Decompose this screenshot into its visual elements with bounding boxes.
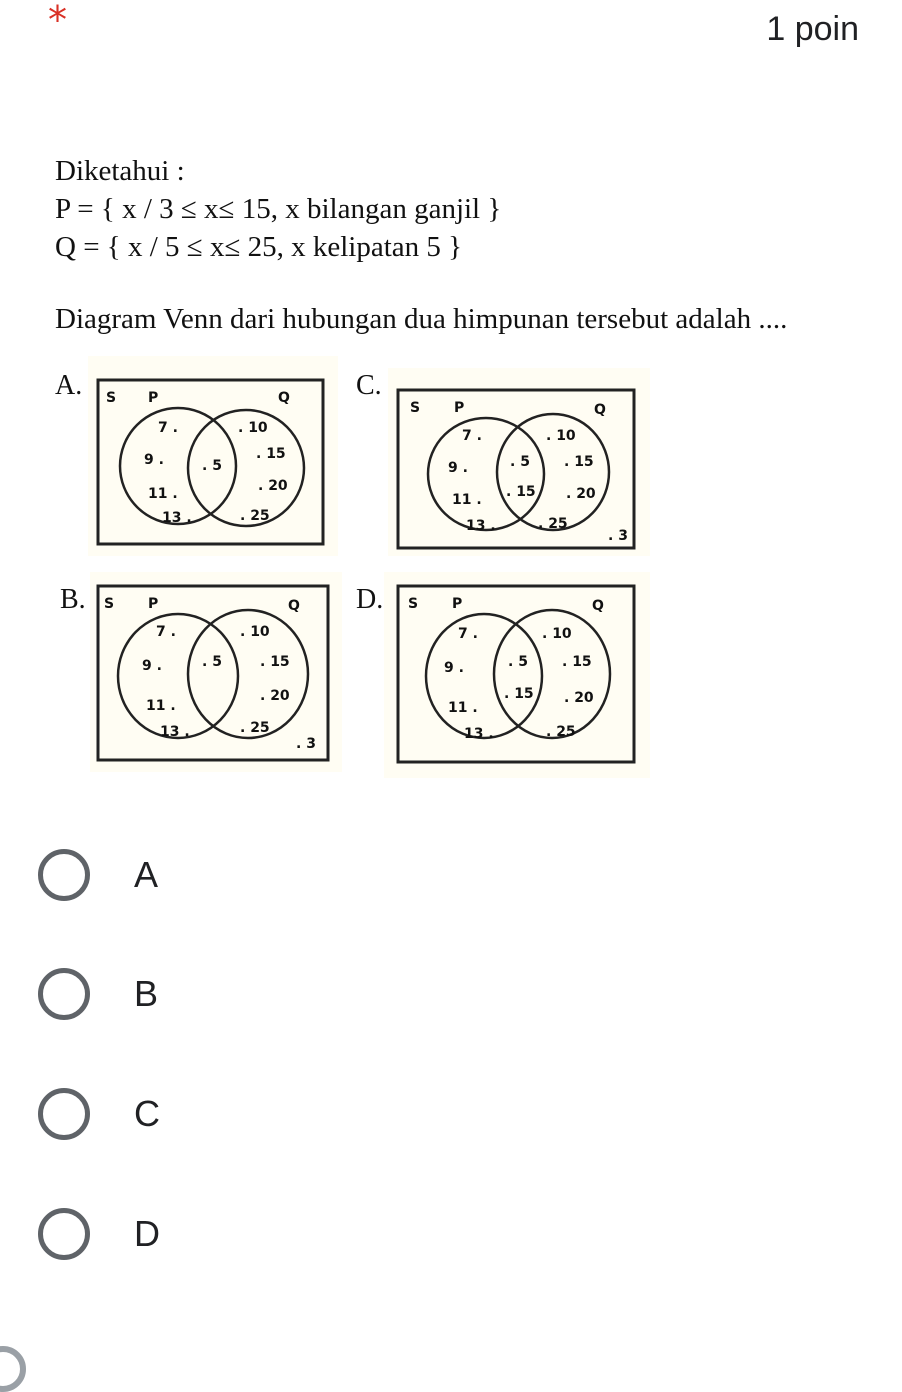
- set-p-label: P: [452, 596, 463, 612]
- q-element: . 20: [258, 478, 288, 494]
- q-element: . 25: [240, 508, 270, 524]
- diagram-d-label: D.: [356, 584, 384, 615]
- universe-label: S: [410, 400, 421, 416]
- p-element: 9 .: [142, 658, 162, 674]
- set-p-definition: P = { x / 3 ≤ x≤ 15, x bilangan ganjil }: [55, 193, 502, 225]
- set-p-label: P: [148, 390, 159, 406]
- p-element: 9 .: [144, 452, 164, 468]
- intersection-element: . 5: [508, 654, 528, 670]
- q-element: . 25: [240, 720, 270, 736]
- diagram-b-label: B.: [60, 584, 86, 615]
- option-b[interactable]: [38, 962, 438, 1026]
- venn-diagram-c: [388, 368, 650, 556]
- p-element: 13 .: [160, 724, 190, 740]
- p-element: 11 .: [452, 492, 482, 508]
- p-element: 13 .: [162, 510, 192, 526]
- option-d-radio[interactable]: [38, 1208, 90, 1260]
- q-element: . 25: [538, 516, 568, 532]
- venn-diagram-a: [88, 356, 338, 556]
- p-element: 7 .: [458, 626, 478, 642]
- universe-label: S: [104, 596, 115, 612]
- set-p-circle: [118, 614, 238, 738]
- option-d-label[interactable]: D: [134, 1213, 160, 1254]
- required-star: *: [48, 0, 67, 42]
- universe-label: S: [106, 390, 117, 406]
- q-element: . 10: [546, 428, 576, 444]
- option-a-label[interactable]: A: [134, 854, 159, 895]
- p-element: 9 .: [448, 460, 468, 476]
- q-element: . 25: [546, 724, 576, 740]
- option-a[interactable]: [38, 843, 438, 907]
- outside-element: . 3: [608, 528, 628, 544]
- question-text: [55, 152, 875, 338]
- option-b-radio[interactable]: [38, 968, 90, 1020]
- intersection-element: . 15: [504, 686, 534, 702]
- option-b-label[interactable]: B: [134, 973, 159, 1014]
- set-p-circle: [428, 418, 544, 530]
- p-element: 9 .: [444, 660, 464, 676]
- q-element: . 20: [564, 690, 594, 706]
- outside-element: . 3: [296, 736, 316, 752]
- q-element: . 15: [562, 654, 592, 670]
- venn-diagram-b: [90, 572, 342, 772]
- set-p-label: P: [454, 400, 465, 416]
- option-c-radio[interactable]: [38, 1088, 90, 1140]
- q-element: . 20: [566, 486, 596, 502]
- set-q-definition: Q = { x / 5 ≤ x≤ 25, x kelipatan 5 }: [55, 231, 463, 263]
- question-prompt: Diagram Venn dari hubungan dua himpunan tersebut adalah ....: [55, 303, 788, 335]
- p-element: 13 .: [466, 518, 496, 534]
- option-c[interactable]: [38, 1082, 438, 1146]
- q-element: . 10: [238, 420, 268, 436]
- intersection-element: . 5: [202, 654, 222, 670]
- question-intro: Diketahui :: [55, 155, 185, 187]
- set-q-label: Q: [592, 598, 604, 614]
- option-a-radio[interactable]: [38, 849, 90, 901]
- p-element: 11 .: [148, 486, 178, 502]
- q-element: . 20: [260, 688, 290, 704]
- set-p-label: P: [148, 596, 159, 612]
- p-element: 7 .: [462, 428, 482, 444]
- set-q-label: Q: [278, 390, 290, 406]
- diagram-a-label: A.: [55, 370, 83, 401]
- set-q-label: Q: [594, 402, 606, 418]
- set-q-label: Q: [288, 598, 300, 614]
- diagram-c-label: C.: [356, 370, 382, 401]
- q-element: . 15: [564, 454, 594, 470]
- universe-label: S: [408, 596, 419, 612]
- option-d[interactable]: [38, 1202, 438, 1266]
- p-element: 7 .: [156, 624, 176, 640]
- intersection-element: . 5: [202, 458, 222, 474]
- floating-circle-icon[interactable]: [0, 1346, 26, 1392]
- q-element: . 15: [256, 446, 286, 462]
- set-p-circle: [426, 614, 542, 738]
- p-element: 11 .: [448, 700, 478, 716]
- p-element: 7 .: [158, 420, 178, 436]
- q-element: . 10: [240, 624, 270, 640]
- p-element: 13 .: [464, 726, 494, 742]
- q-element: . 15: [260, 654, 290, 670]
- p-element: 11 .: [146, 698, 176, 714]
- intersection-element: . 5: [510, 454, 530, 470]
- points-label: 1 poin: [766, 10, 859, 48]
- intersection-element: . 15: [506, 484, 536, 500]
- option-c-label[interactable]: C: [134, 1093, 160, 1134]
- q-element: . 10: [542, 626, 572, 642]
- venn-diagram-d: [384, 572, 650, 778]
